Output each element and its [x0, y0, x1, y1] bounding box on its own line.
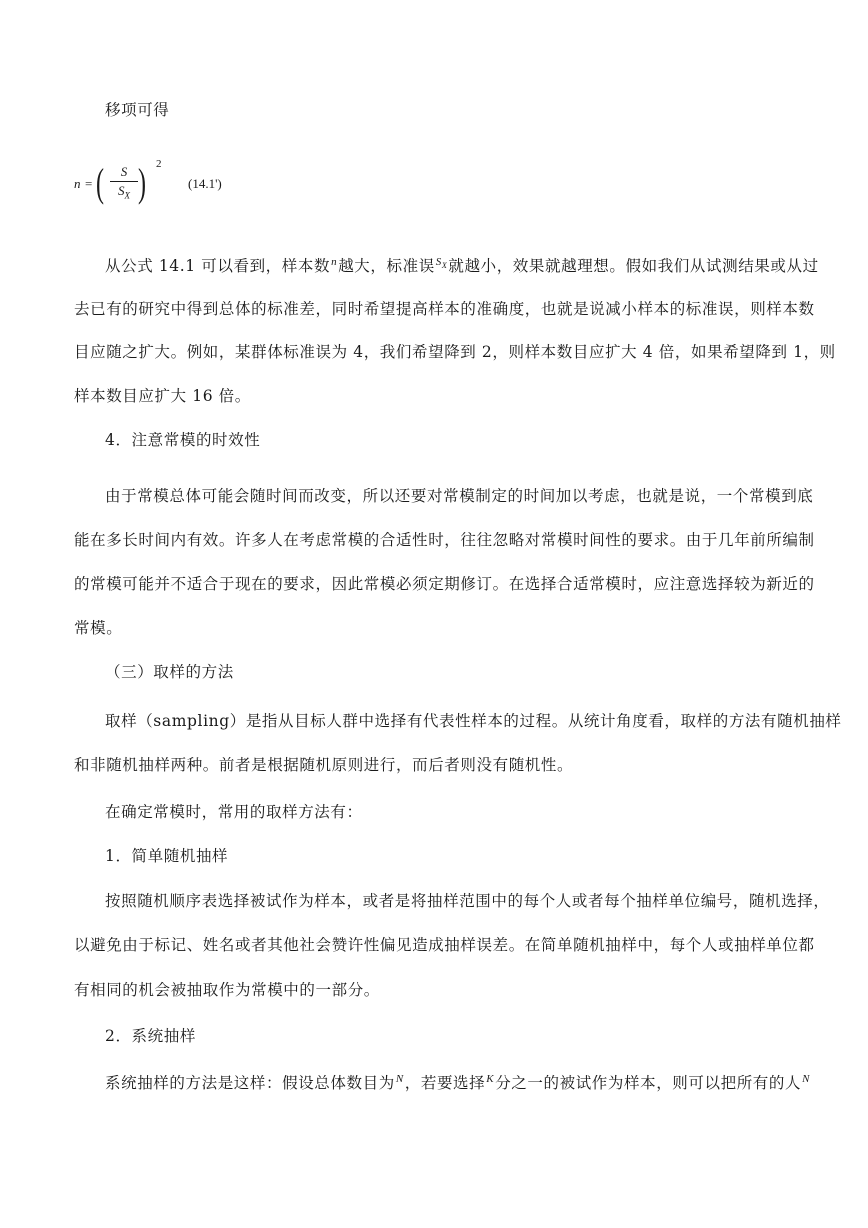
paragraph-line: 样本数目应扩大 16 倍。 — [74, 387, 251, 405]
paragraph-line: 从公式 14.1 可以看到，样本数$^n$越大，标准误$^{S_X}$就越小，效果就越理想。假如我们从试测结果或从过 — [105, 256, 819, 275]
paragraph-line: 有相同的机会被抽取作为常模中的一部分。 — [74, 981, 380, 999]
formula-exponent: 2 — [156, 158, 162, 170]
symbol-n: n — [331, 256, 338, 268]
symbol-N: N — [395, 1073, 404, 1085]
paragraph-line: 的常模可能并不适合于现在的要求，因此常模必须定期修订。在选择合适常模时，应注意选择较为新近的 — [74, 575, 815, 593]
symbol-K: K — [486, 1073, 495, 1085]
paragraph-line: 目应随之扩大。例如，某群体标准误为 4，我们希望降到 2，则样本数目应扩大 4 倍，如果希望降到 1，则 — [74, 343, 836, 361]
paragraph-line: 按照随机顺序表选择被试作为样本，或者是将抽样范围中的每个人或者每个抽样单位编号，随机选择， — [105, 892, 830, 910]
fraction-bar — [110, 181, 138, 182]
paragraph-line: 常模。 — [74, 619, 123, 637]
right-paren: ) — [138, 160, 146, 205]
symbol-sx: SX — [435, 256, 448, 271]
paragraph-line: 以避免由于标记、姓名或者其他社会赞许性偏见造成抽样误差。在简单随机抽样中，每个人或抽样单位都 — [74, 936, 815, 954]
symbol-N: N — [802, 1073, 811, 1085]
paragraph-line: 和非随机抽样两种。前者是根据随机原则进行，而后者则没有随机性。 — [74, 756, 574, 774]
left-paren: ( — [96, 160, 104, 205]
paragraph-line: 取样（sampling）是指从目标人群中选择有代表性样本的过程。从统计角度看，取样的方法有随机抽样 — [105, 712, 842, 730]
formula-label: (14.1') — [188, 176, 222, 191]
paragraph-line: 在确定常模时，常用的取样方法有： — [105, 803, 363, 821]
formula-denominator: $S_X$ — [118, 183, 130, 201]
paragraph-line: 去已有的研究中得到总体的标准差，同时希望提高样本的准确度，也就是说减小样本的标准误，则样本数 — [74, 300, 815, 318]
section-heading: （三）取样的方法 — [105, 663, 234, 681]
paragraph-line: 系统抽样的方法是这样：假设总体数目为$^N$，若要选择$^K$分之一的被试作为样本，则可以把所有的人$^N$ — [105, 1073, 811, 1092]
section-heading: 4．注意常模的时效性 — [105, 431, 261, 449]
text-line: 移项可得 — [105, 101, 170, 119]
paragraph-line: 能在多长时间内有效。许多人在考虑常模的合适性时，往往忽略对常模时间性的要求。由于几年前所编制 — [74, 531, 815, 549]
formula-equals: = — [85, 176, 93, 191]
formula-lhs: n — [74, 176, 81, 191]
paragraph-line: 由于常模总体可能会随时间而改变，所以还要对常模制定的时间加以考虑，也就是说，一个常模到底 — [105, 487, 814, 505]
section-heading: 2．系统抽样 — [105, 1027, 196, 1045]
section-heading: 1．简单随机抽样 — [105, 847, 229, 865]
formula-numerator: S — [120, 164, 128, 179]
formula-fraction — [110, 164, 138, 204]
